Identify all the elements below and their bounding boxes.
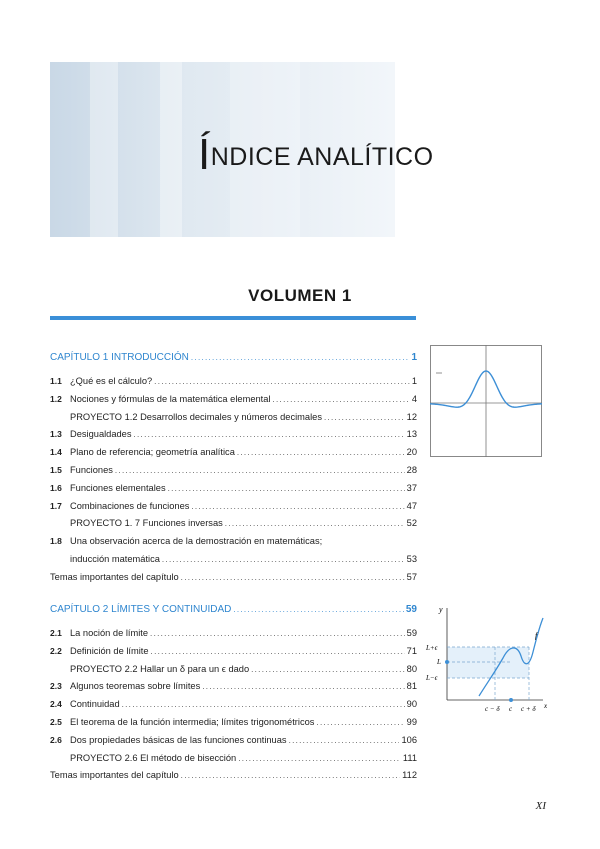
entry-page: 53 xyxy=(406,554,417,564)
title-rest: NDICE ANALÍTICO xyxy=(210,143,434,171)
c-plus-delta-label: c + δ xyxy=(521,705,536,713)
section-number: 2.4 xyxy=(50,699,62,710)
leader-dots xyxy=(181,573,405,582)
toc-entry[interactable] xyxy=(50,554,417,564)
toc-project-entry[interactable] xyxy=(50,518,417,528)
entry-title: La noción de límite xyxy=(70,628,149,638)
leader-dots xyxy=(238,754,401,763)
leader-dots xyxy=(134,430,405,439)
entry-title: Desigualdades xyxy=(70,429,132,440)
chapter-page: 1 xyxy=(411,352,417,363)
toc-entry[interactable] xyxy=(50,572,417,582)
toc-entry[interactable] xyxy=(50,646,417,656)
entry-title: inducción matemática xyxy=(70,554,160,564)
toc-entry[interactable] xyxy=(50,628,417,638)
volume-heading: VOLUMEN 1 xyxy=(248,286,352,305)
entry-page: 4 xyxy=(411,393,417,404)
section-number: 1.6 xyxy=(50,482,62,493)
chapter-page: 59 xyxy=(405,604,417,615)
entry-title: Plano de referencia; geometría analítica xyxy=(70,447,235,458)
leader-dots xyxy=(273,395,410,404)
toc-entry[interactable] xyxy=(50,465,417,475)
leader-dots xyxy=(191,353,410,362)
x-label: x xyxy=(544,702,548,710)
section-number: 1.3 xyxy=(50,429,62,440)
entry-title: PROYECTO 2.6 El método de bisección xyxy=(70,752,237,763)
f-label: f xyxy=(535,631,538,640)
entry-page: 20 xyxy=(406,447,417,458)
entry-title: PROYECTO 2.2 Hallar un δ para un ϵ dado xyxy=(70,663,250,674)
entry-page: 99 xyxy=(406,717,417,727)
entry-page: 111 xyxy=(402,752,417,763)
entry-title: PROYECTO 1. 7 Funciones inversas xyxy=(70,518,223,529)
section-number: 2.2 xyxy=(50,645,62,656)
entry-title: Funciones elementales xyxy=(70,482,166,493)
entry-page: 71 xyxy=(406,645,417,656)
entry-page: 13 xyxy=(406,429,417,440)
c-label: c xyxy=(509,705,513,713)
leader-dots xyxy=(115,466,405,475)
leader-dots xyxy=(150,629,405,638)
toc-entry[interactable] xyxy=(50,429,417,439)
point-L xyxy=(445,660,449,664)
leader-dots xyxy=(225,519,405,528)
table-of-contents xyxy=(50,0,417,849)
toc-entry[interactable] xyxy=(50,770,417,780)
entry-page: 106 xyxy=(401,734,417,745)
section-number: 1.1 xyxy=(50,376,62,386)
leader-dots xyxy=(251,665,405,674)
L-label: L xyxy=(437,658,441,666)
section-number: 1.5 xyxy=(50,465,62,475)
leader-dots xyxy=(316,718,404,727)
section-number: 2.3 xyxy=(50,681,62,692)
toc-entry[interactable] xyxy=(50,447,417,457)
leader-dots xyxy=(181,771,401,780)
entry-page: 90 xyxy=(406,699,417,710)
point-c xyxy=(509,698,513,702)
figure-limit-diagram xyxy=(425,600,550,720)
entry-title: Dos propiedades básicas de las funciones continuas xyxy=(70,734,287,745)
section-number: 2.6 xyxy=(50,734,62,745)
epsilon-band xyxy=(447,647,529,678)
L-plus-epsilon-label: L+ϵ xyxy=(426,644,438,652)
leader-dots xyxy=(162,555,405,564)
entry-page: 28 xyxy=(406,465,417,475)
toc-entry[interactable] xyxy=(50,681,417,691)
toc-project-entry[interactable] xyxy=(50,753,417,763)
toc-project-entry[interactable] xyxy=(50,412,417,422)
leader-dots xyxy=(151,647,405,656)
entry-title: Nociones y fórmulas de la matemática elemental xyxy=(70,393,271,404)
toc-entry[interactable] xyxy=(50,483,417,493)
L-minus-epsilon-label: L−ϵ xyxy=(426,674,438,682)
toc-entry[interactable] xyxy=(50,717,417,727)
entry-title: PROYECTO 1.2 Desarrollos decimales y números decimales xyxy=(70,411,322,422)
toc-entry[interactable] xyxy=(50,536,417,546)
leader-dots xyxy=(237,448,405,457)
chapter-title: CAPÍTULO 1 INTRODUCCIÓN xyxy=(50,352,189,363)
entry-page: 112 xyxy=(402,770,417,781)
entry-title: Combinaciones de funciones xyxy=(70,500,190,511)
figure-wave-plot xyxy=(430,345,542,457)
leader-dots xyxy=(168,484,405,493)
leader-dots xyxy=(154,377,410,386)
leader-dots xyxy=(324,413,405,422)
toc-entry[interactable] xyxy=(50,699,417,709)
entry-title: Algunos teoremas sobre límites xyxy=(70,681,201,692)
chapter-heading[interactable] xyxy=(50,352,417,363)
chapter-title: CAPÍTULO 2 LÍMITES Y CONTINUIDAD xyxy=(50,604,232,615)
leader-dots xyxy=(202,682,404,691)
entry-title: Temas importantes del capítulo xyxy=(50,770,179,781)
entry-title: El teorema de la función intermedia; límites trigonométricos xyxy=(70,717,315,727)
section-number: 1.8 xyxy=(50,536,62,547)
entry-page: 81 xyxy=(406,681,417,692)
toc-entry[interactable] xyxy=(50,394,417,404)
leader-dots xyxy=(122,700,405,709)
entry-page: 37 xyxy=(406,482,417,493)
page-number: XI xyxy=(535,800,546,812)
entry-page: 59 xyxy=(406,628,417,638)
c-minus-delta-label: c − δ xyxy=(485,705,500,713)
entry-page: 1 xyxy=(411,376,417,386)
section-number: 1.4 xyxy=(50,447,62,458)
leader-dots xyxy=(191,502,404,511)
entry-page: 80 xyxy=(406,663,417,674)
entry-title: Funciones xyxy=(70,465,113,475)
section-number: 2.1 xyxy=(50,628,62,638)
entry-page: 47 xyxy=(406,500,417,511)
toc-entry[interactable] xyxy=(50,376,417,386)
entry-title: Continuidad xyxy=(70,699,120,710)
leader-dots xyxy=(289,736,400,745)
entry-title: ¿Qué es el cálculo? xyxy=(70,376,153,386)
entry-page: 12 xyxy=(406,411,417,422)
y-label: y xyxy=(439,605,443,614)
section-number: 1.7 xyxy=(50,500,62,511)
entry-page: 52 xyxy=(406,518,417,529)
leader-dots xyxy=(233,605,404,614)
title-initial: Í xyxy=(198,130,211,179)
entry-title: Definición de límite xyxy=(70,645,149,656)
entry-page: 57 xyxy=(406,571,417,582)
chapter-heading[interactable] xyxy=(50,604,417,615)
section-number: 2.5 xyxy=(50,717,62,727)
toc-entry[interactable] xyxy=(50,501,417,511)
entry-title: Una observación acerca de la demostración en matemáticas; xyxy=(70,536,323,547)
toc-project-entry[interactable] xyxy=(50,664,417,674)
section-number: 1.2 xyxy=(50,393,62,404)
toc-entry[interactable] xyxy=(50,735,417,745)
entry-title: Temas importantes del capítulo xyxy=(50,571,179,582)
